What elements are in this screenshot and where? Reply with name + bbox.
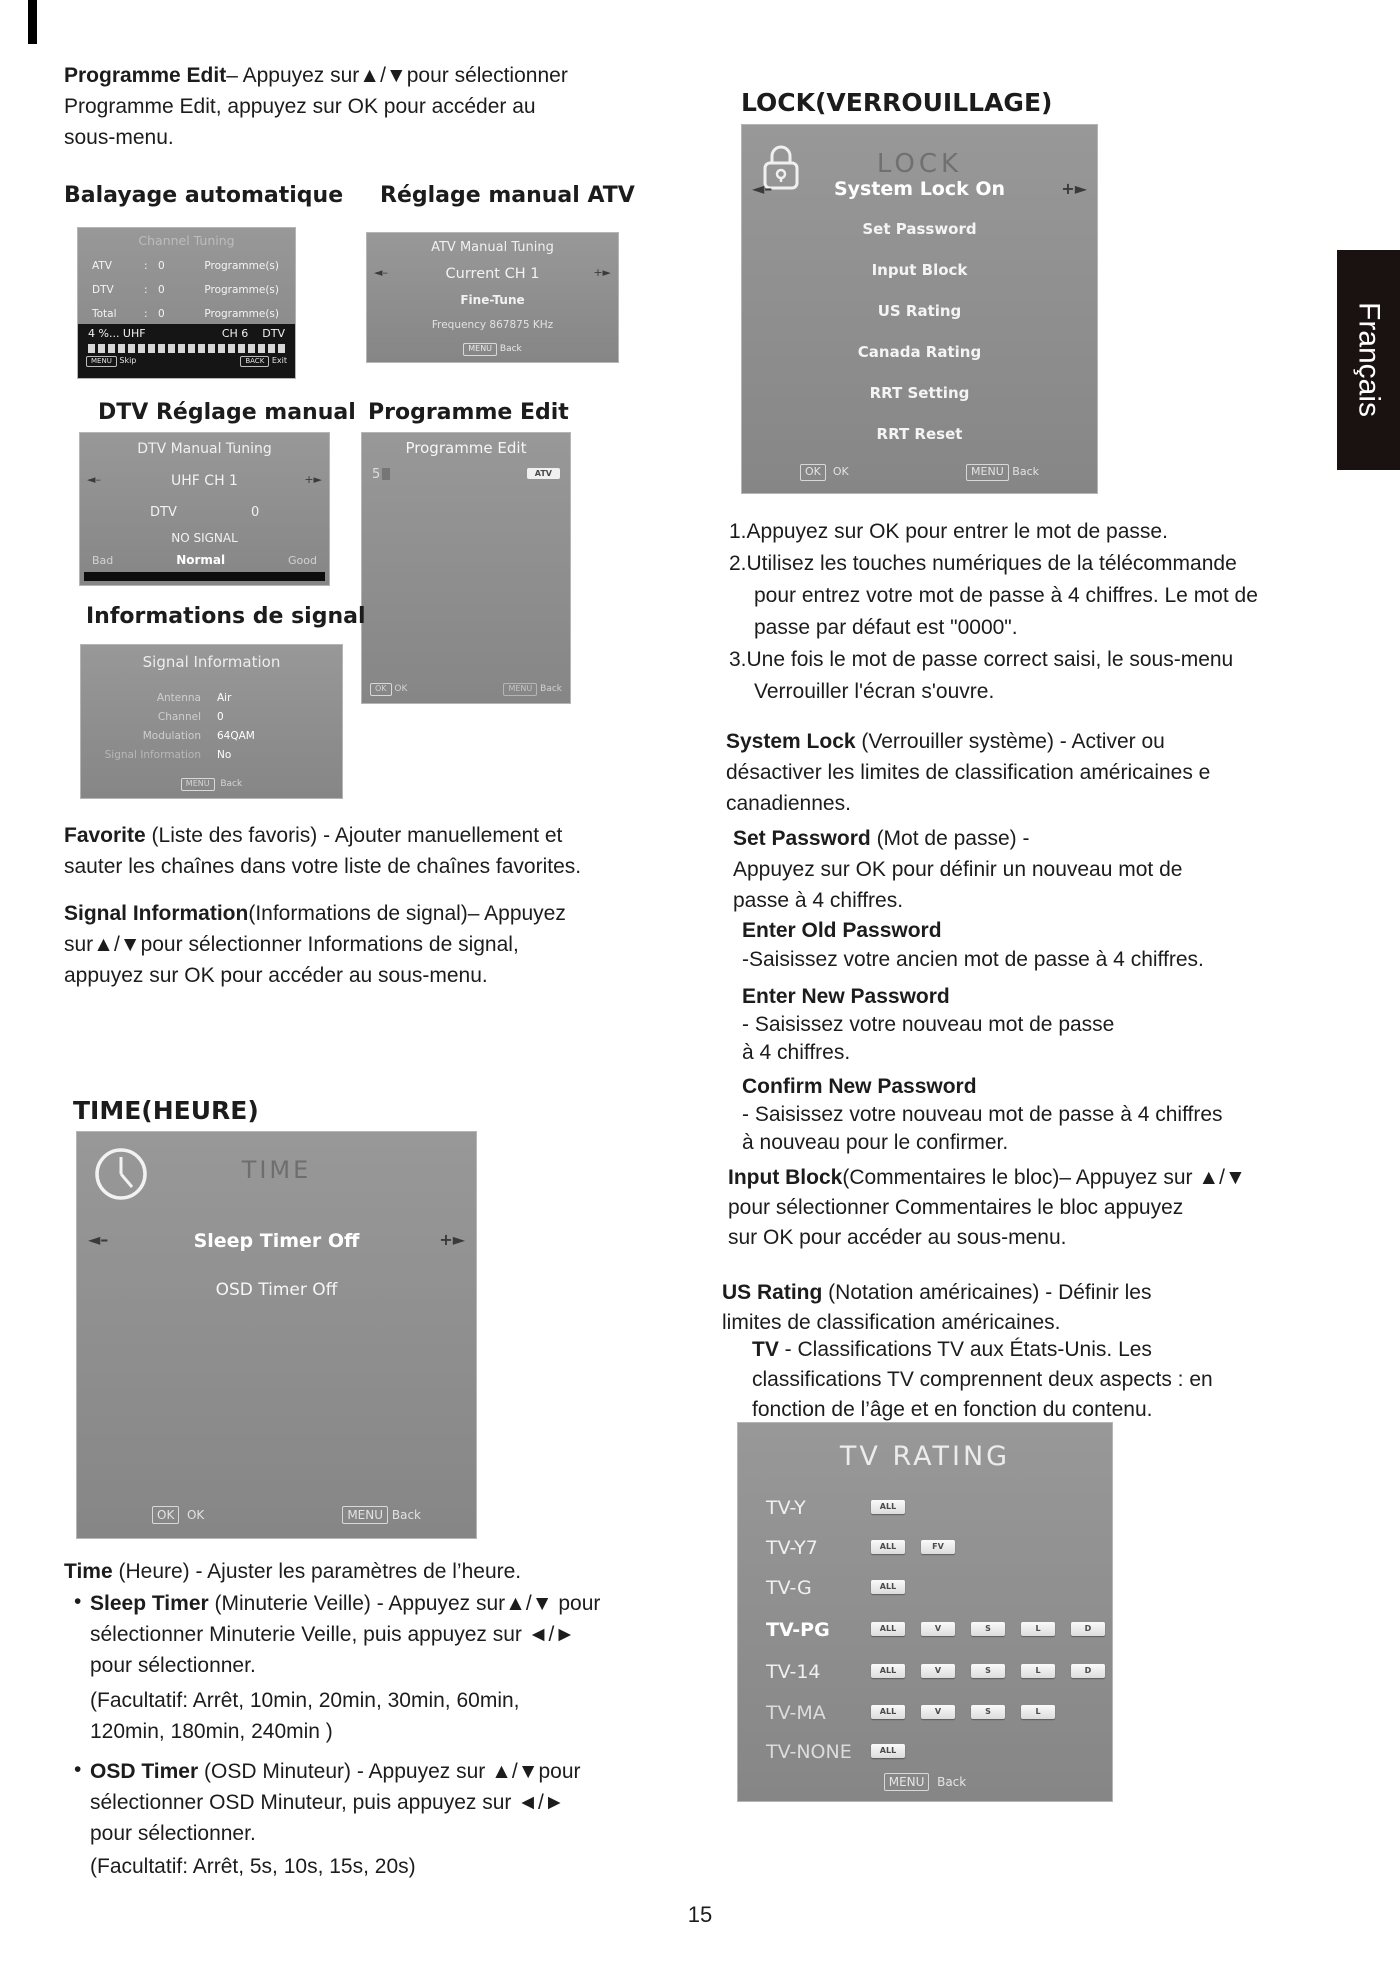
text-line: limites de classification américaines. — [722, 1311, 1061, 1334]
set-password-term: Set Password — [733, 827, 871, 850]
no-signal-text: NO SIGNAL — [171, 531, 238, 545]
text-line — [726, 726, 1386, 757]
text-line: à nouveau pour le confirmer. — [742, 1131, 1009, 1154]
rating-flag-button: ALL — [871, 1622, 905, 1636]
text-line: fonction de l’âge et en fonction du contenu. — [752, 1398, 1153, 1421]
time-paragraph — [64, 1556, 704, 1587]
key-label: OK — [394, 684, 408, 695]
rating-row-tv-y — [738, 1497, 1112, 1519]
text-line: à 4 chiffres. — [742, 1041, 851, 1064]
text-line: sélectionner OSD Minuteur, puis appuyez sur ◄/► — [90, 1791, 565, 1814]
rating-row-tv-14 — [738, 1661, 1112, 1683]
menu-item-rrt-reset: RRT Reset — [876, 425, 963, 443]
rating-label: TV-Y7 — [766, 1537, 818, 1559]
rating-label: TV-Y — [766, 1497, 806, 1519]
dtv-row — [150, 505, 259, 520]
rating-label: TV-G — [766, 1577, 812, 1599]
selected-item — [80, 473, 329, 489]
bullet-marker: • — [74, 1590, 82, 1613]
favorite-term: Favorite — [64, 824, 146, 847]
osd-timer-bullet — [90, 1756, 700, 1882]
text-line: Programme Edit, appuyez sur OK pour accéder au — [64, 95, 536, 118]
enter-old-password-paragraph — [742, 916, 1392, 974]
key-hint — [503, 683, 562, 696]
menu-key: MENU — [342, 1506, 388, 1524]
menu-key: MENU — [86, 356, 117, 367]
dtv-manual-tuning-screen — [80, 433, 329, 585]
rating-flag-button: ALL — [871, 1540, 905, 1554]
favorite-paragraph — [64, 820, 704, 882]
row-label: DTV — [150, 505, 177, 520]
row-value: 0 — [158, 260, 165, 272]
text-line — [64, 820, 704, 851]
programme-edit-screen — [362, 433, 570, 703]
screen-title: LOCK — [876, 149, 963, 179]
step-item — [729, 516, 1379, 548]
rating-flag-button: D — [1071, 1622, 1105, 1636]
key-label: Exit — [271, 356, 287, 365]
key-hints — [800, 464, 1039, 481]
rating-flags — [871, 1705, 1055, 1719]
row-unit: Programme(s) — [204, 284, 279, 296]
rating-label: TV-NONE — [766, 1741, 852, 1763]
text-line: - Saisissez votre nouveau mot de passe — [742, 1013, 1115, 1036]
rating-row-tv-none — [738, 1741, 1112, 1763]
row-value: No — [217, 749, 232, 761]
heading-informations-signal: Informations de signal — [86, 604, 366, 629]
text-line — [728, 1163, 1388, 1193]
rating-flag-button: FV — [921, 1540, 955, 1554]
heading-dtv-reglage-manual: DTV Réglage manual — [98, 400, 356, 425]
lock-screen — [742, 125, 1097, 493]
text-line: 1.Appuyez sur OK pour entrer le mot de passe. — [729, 520, 1168, 543]
text-run: (OSD Minuteur) - Appuyez sur ▲/▼pour — [198, 1760, 581, 1783]
heading-lock: LOCK(VERROUILLAGE) — [741, 88, 1053, 117]
screen-title: Channel Tuning — [138, 233, 235, 248]
intro-term: Programme Edit — [64, 64, 227, 87]
text-line: passe par défaut est "0000". — [754, 616, 1018, 639]
text-run: – Appuyez sur▲/▼pour sélectionner — [226, 64, 568, 87]
text-line — [733, 823, 1393, 854]
ok-key: OK — [370, 683, 392, 696]
signal-strength-bar — [84, 572, 325, 581]
back-key: BACK — [240, 356, 269, 367]
heading-balayage-automatique: Balayage automatique — [64, 183, 344, 208]
text-line: Verrouiller l'écran s'ouvre. — [754, 680, 995, 703]
text-line: canadiennes. — [726, 792, 851, 815]
scan-channel: CH 6 — [221, 327, 249, 340]
row-label: Total — [92, 308, 117, 320]
frequency-item: Frequency 867875 KHz — [431, 319, 554, 331]
info-row — [81, 727, 342, 746]
text-line: pour sélectionner. — [90, 1822, 256, 1845]
rating-row-tv-ma — [738, 1702, 1112, 1724]
rating-flag-button: ALL — [871, 1705, 905, 1719]
rating-flag-button: V — [921, 1622, 955, 1636]
left-arrow-indicator: ◄– — [87, 473, 101, 486]
key-hints — [152, 1506, 421, 1524]
text-line — [722, 1278, 1382, 1308]
text-line — [742, 983, 1392, 1011]
key-hint — [86, 356, 136, 367]
page-number: 15 — [687, 1902, 713, 1927]
signal-quality-labels — [92, 553, 317, 567]
right-arrow-indicator: +► — [439, 1230, 465, 1249]
text-run: (Mot de passe) - — [870, 827, 1030, 850]
row-value: 64QAM — [217, 730, 255, 742]
time-term: Time — [64, 1560, 113, 1583]
screen-title: ATV Manual Tuning — [431, 240, 554, 255]
key-hint — [152, 1506, 204, 1524]
right-arrow-indicator: +► — [1061, 179, 1087, 198]
key-label: OK — [832, 465, 849, 479]
enter-new-password-term: Enter New Password — [742, 985, 950, 1008]
programme-number: 5 — [372, 467, 381, 482]
left-arrow-indicator: ◄– — [752, 179, 773, 198]
key-hint — [966, 464, 1039, 481]
menu-item-input-block: Input Block — [871, 261, 968, 279]
key-label: OK — [186, 1507, 205, 1522]
scan-progress-text: 4 %... UHF — [88, 327, 146, 340]
rating-flag-button: ALL — [871, 1500, 905, 1514]
rating-row-tv-pg — [738, 1619, 1112, 1641]
rating-flags — [871, 1500, 905, 1514]
signal-information-screen — [81, 645, 342, 798]
text-line: classifications TV comprennent deux aspects : en — [752, 1368, 1213, 1391]
text-line: sauter les chaînes dans votre liste de chaînes favorites. — [64, 855, 582, 878]
osd-timer-item: OSD Timer Off — [215, 1280, 338, 1300]
rating-flag-button: S — [971, 1664, 1005, 1678]
text-line: Appuyez sur OK pour définir un nouveau mot de — [733, 858, 1183, 881]
text-line — [64, 898, 704, 929]
text-line: sélectionner Minuterie Veille, puis appuyez sur ◄/► — [90, 1623, 576, 1646]
rating-label: TV-MA — [766, 1702, 826, 1724]
row-unit: Programme(s) — [204, 260, 279, 272]
scan-status-panel — [78, 324, 295, 378]
menu-item-canada-rating: Canada Rating — [857, 343, 982, 361]
screen-title: Signal Information — [142, 653, 281, 671]
rating-flag-button: ALL — [871, 1744, 905, 1758]
sleep-timer-bullet — [90, 1588, 700, 1747]
text-line: passe à 4 chiffres. — [733, 889, 904, 912]
rating-flag-button: V — [921, 1664, 955, 1678]
rating-flag-button: L — [1021, 1622, 1055, 1636]
normal-label: Normal — [176, 553, 226, 567]
text-line — [752, 1335, 1392, 1365]
key-label: Back — [220, 779, 243, 790]
key-label: Back — [499, 344, 522, 355]
atv-badge: ATV — [527, 468, 560, 479]
text-run: (Heure) - Ajuster les paramètres de l’heure. — [112, 1560, 522, 1583]
atv-manual-tuning-screen — [367, 233, 618, 362]
enter-new-password-paragraph — [742, 983, 1392, 1067]
key-hints — [370, 683, 562, 696]
channel-count-row — [78, 278, 295, 302]
text-run: (Notation américaines) - Définir les — [822, 1281, 1152, 1304]
ok-key: OK — [800, 464, 826, 481]
rating-flags — [871, 1664, 1105, 1678]
info-row — [81, 746, 342, 765]
text-run: (Informations de signal)– Appuyez — [248, 902, 566, 925]
menu-item-rrt-setting: RRT Setting — [869, 384, 970, 402]
key-hint — [240, 356, 287, 367]
good-label: Good — [288, 554, 317, 567]
row-value: 0 — [251, 505, 260, 520]
text-run: (Liste des favoris) - Ajouter manuellement et — [145, 824, 563, 847]
menu-key: MENU — [181, 778, 215, 791]
page-edge-mark — [28, 0, 37, 44]
info-row — [81, 708, 342, 727]
right-arrow-indicator: +► — [304, 473, 322, 486]
key-hints — [738, 1773, 1112, 1791]
text-line: sur▲/▼pour sélectionner Informations de signal, — [64, 933, 519, 956]
sleep-timer-term: Sleep Timer — [90, 1592, 209, 1615]
key-label: Skip — [119, 356, 137, 365]
rating-flag-button: V — [921, 1705, 955, 1719]
row-label: Channel — [157, 711, 201, 723]
right-arrow-indicator: +► — [593, 266, 611, 279]
text-line: 3.Une fois le mot de passe correct saisi, le sous-menu — [729, 648, 1234, 671]
option-note-line: (Facultatif: Arrêt, 10min, 20min, 30min, 60min, — [90, 1689, 520, 1712]
row-label: DTV — [92, 284, 114, 296]
language-tab-label: Français — [1352, 302, 1386, 418]
key-hints — [367, 343, 618, 356]
text-line: pour entrez votre mot de passe à 4 chiffres. Le mot de — [754, 584, 1258, 607]
cursor-block — [382, 468, 390, 480]
rating-label: TV-14 — [766, 1661, 821, 1683]
confirm-new-password-term: Confirm New Password — [742, 1075, 977, 1098]
text-line — [742, 1073, 1400, 1101]
key-label: Back — [540, 684, 562, 695]
input-block-term: Input Block — [728, 1166, 843, 1189]
tv-rating-screen — [738, 1423, 1112, 1801]
enter-old-password-term: Enter Old Password — [742, 919, 942, 942]
key-hints — [81, 778, 342, 791]
signal-info-rows — [81, 689, 342, 765]
confirm-new-password-paragraph — [742, 1073, 1400, 1157]
text-line: appuyez sur OK pour accéder au sous-menu. — [64, 964, 488, 987]
selected-item-label: UHF CH 1 — [171, 473, 238, 489]
rating-label: TV-PG — [766, 1619, 830, 1641]
text-line: pour sélectionner Commentaires le bloc appuyez — [728, 1196, 1184, 1219]
row-colon: : — [144, 284, 148, 296]
key-label: Back — [937, 1774, 967, 1789]
menu-key: MENU — [503, 683, 537, 696]
heading-time: TIME(HEURE) — [73, 1096, 259, 1125]
set-password-paragraph — [733, 823, 1393, 916]
screen-title: Programme Edit — [405, 439, 527, 457]
system-lock-term: System Lock — [726, 730, 856, 753]
text-line — [64, 1556, 704, 1587]
tv-classifications-paragraph — [752, 1335, 1392, 1425]
selected-item-label: Sleep Timer Off — [193, 1230, 360, 1252]
key-hint — [370, 683, 407, 696]
selected-item-label: Current CH 1 — [445, 266, 540, 282]
step-item — [729, 644, 1379, 708]
menu-item-set-password: Set Password — [862, 220, 977, 238]
row-value: 0 — [158, 284, 165, 296]
step-item — [729, 548, 1379, 644]
key-label: Back — [1012, 465, 1039, 479]
time-screen — [77, 1132, 476, 1538]
text-run: - Classifications TV aux États-Unis. Les — [778, 1338, 1152, 1361]
text-line: désactiver les limites de classification américaines e — [726, 761, 1211, 784]
text-line: sous-menu. — [64, 126, 174, 149]
us-rating-term: US Rating — [722, 1281, 823, 1304]
text-line: -Saisissez votre ancien mot de passe à 4 chiffres. — [742, 948, 1204, 971]
system-lock-paragraph — [726, 726, 1386, 819]
bad-label: Bad — [92, 554, 114, 567]
text-run: (Minuterie Veille) - Appuyez sur▲/▼ pour — [208, 1592, 601, 1615]
channel-count-rows — [78, 254, 295, 326]
option-note-line: (Facultatif: Arrêt, 5s, 10s, 15s, 20s) — [90, 1855, 416, 1878]
text-run: (Verrouiller système) - Activer ou — [855, 730, 1165, 753]
screen-title: TIME — [241, 1156, 312, 1184]
scan-status-row — [78, 324, 295, 340]
password-steps — [729, 516, 1379, 708]
rating-flag-button: L — [1021, 1705, 1055, 1719]
programme-item — [372, 467, 390, 482]
fine-tune-item: Fine-Tune — [460, 293, 525, 307]
progress-bar — [88, 344, 285, 353]
key-label: Back — [391, 1507, 421, 1522]
row-value: 0 — [158, 308, 165, 320]
menu-key: MENU — [966, 464, 1009, 481]
screen-title: TV RATING — [839, 1441, 1011, 1472]
rating-flag-button: ALL — [871, 1664, 905, 1678]
selected-item-label: System Lock On — [833, 178, 1006, 200]
text-line — [64, 60, 604, 91]
rating-flag-button: L — [1021, 1664, 1055, 1678]
menu-item-us-rating: US Rating — [877, 302, 962, 320]
language-tab-francais — [1337, 250, 1400, 470]
scan-type: DTV — [262, 327, 285, 340]
heading-reglage-manual-atv: Réglage manual ATV — [380, 183, 635, 208]
selected-item — [742, 177, 1097, 201]
row-value: 0 — [217, 711, 224, 723]
channel-tuning-screen — [78, 228, 295, 378]
text-line: 2.Utilisez les touches numériques de la télécommande — [729, 552, 1237, 575]
rating-flag-button: ALL — [871, 1580, 905, 1594]
rating-flags — [871, 1622, 1105, 1636]
key-hints — [78, 353, 295, 367]
row-colon: : — [144, 260, 148, 272]
input-block-paragraph — [728, 1163, 1388, 1253]
us-rating-paragraph — [722, 1278, 1382, 1338]
info-row — [81, 689, 342, 708]
text-line — [90, 1588, 700, 1619]
row-unit: Programme(s) — [204, 308, 279, 320]
menu-key: MENU — [884, 1773, 930, 1791]
option-note-line: 120min, 180min, 240min ) — [90, 1720, 333, 1743]
text-line: sur OK pour accéder au sous-menu. — [728, 1226, 1067, 1249]
text-run: (Commentaires le bloc)– Appuyez sur ▲/▼ — [842, 1166, 1246, 1189]
ok-key: OK — [152, 1506, 179, 1524]
signal-term: Signal Information — [64, 902, 249, 925]
left-arrow-indicator: ◄– — [88, 1230, 109, 1249]
row-label: Modulation — [142, 730, 201, 742]
rating-flags — [871, 1744, 905, 1758]
text-line — [90, 1756, 700, 1787]
text-line — [742, 916, 1392, 945]
text-line: - Saisissez votre nouveau mot de passe à 4 chiffres — [742, 1103, 1223, 1126]
menu-key: MENU — [463, 343, 497, 356]
rating-flag-button: D — [1071, 1664, 1105, 1678]
rating-flag-button: S — [971, 1705, 1005, 1719]
rating-row-tv-g — [738, 1577, 1112, 1599]
rating-flags — [871, 1540, 955, 1554]
osd-timer-term: OSD Timer — [90, 1760, 199, 1783]
key-hint — [342, 1506, 421, 1524]
screen-title: DTV Manual Tuning — [137, 441, 272, 457]
heading-programme-edit: Programme Edit — [368, 400, 569, 425]
row-label: Signal Information — [104, 749, 201, 761]
rating-row-tv-y7 — [738, 1537, 1112, 1559]
signal-information-paragraph — [64, 898, 704, 991]
tv-term: TV — [752, 1338, 779, 1361]
selected-item — [367, 266, 618, 282]
row-value: Air — [217, 692, 232, 704]
key-hint — [800, 464, 849, 481]
channel-count-row — [78, 254, 295, 278]
channel-count-row — [78, 302, 295, 326]
rating-flag-button: S — [971, 1622, 1005, 1636]
selected-item — [77, 1230, 476, 1252]
bullet-marker: • — [74, 1758, 82, 1781]
left-arrow-indicator: ◄– — [374, 266, 388, 279]
row-label: Antenna — [156, 692, 201, 704]
row-label: ATV — [92, 260, 112, 272]
intro-paragraph — [64, 60, 604, 153]
text-line: pour sélectionner. — [90, 1654, 256, 1677]
rating-flags — [871, 1580, 905, 1594]
row-colon: : — [144, 308, 148, 320]
